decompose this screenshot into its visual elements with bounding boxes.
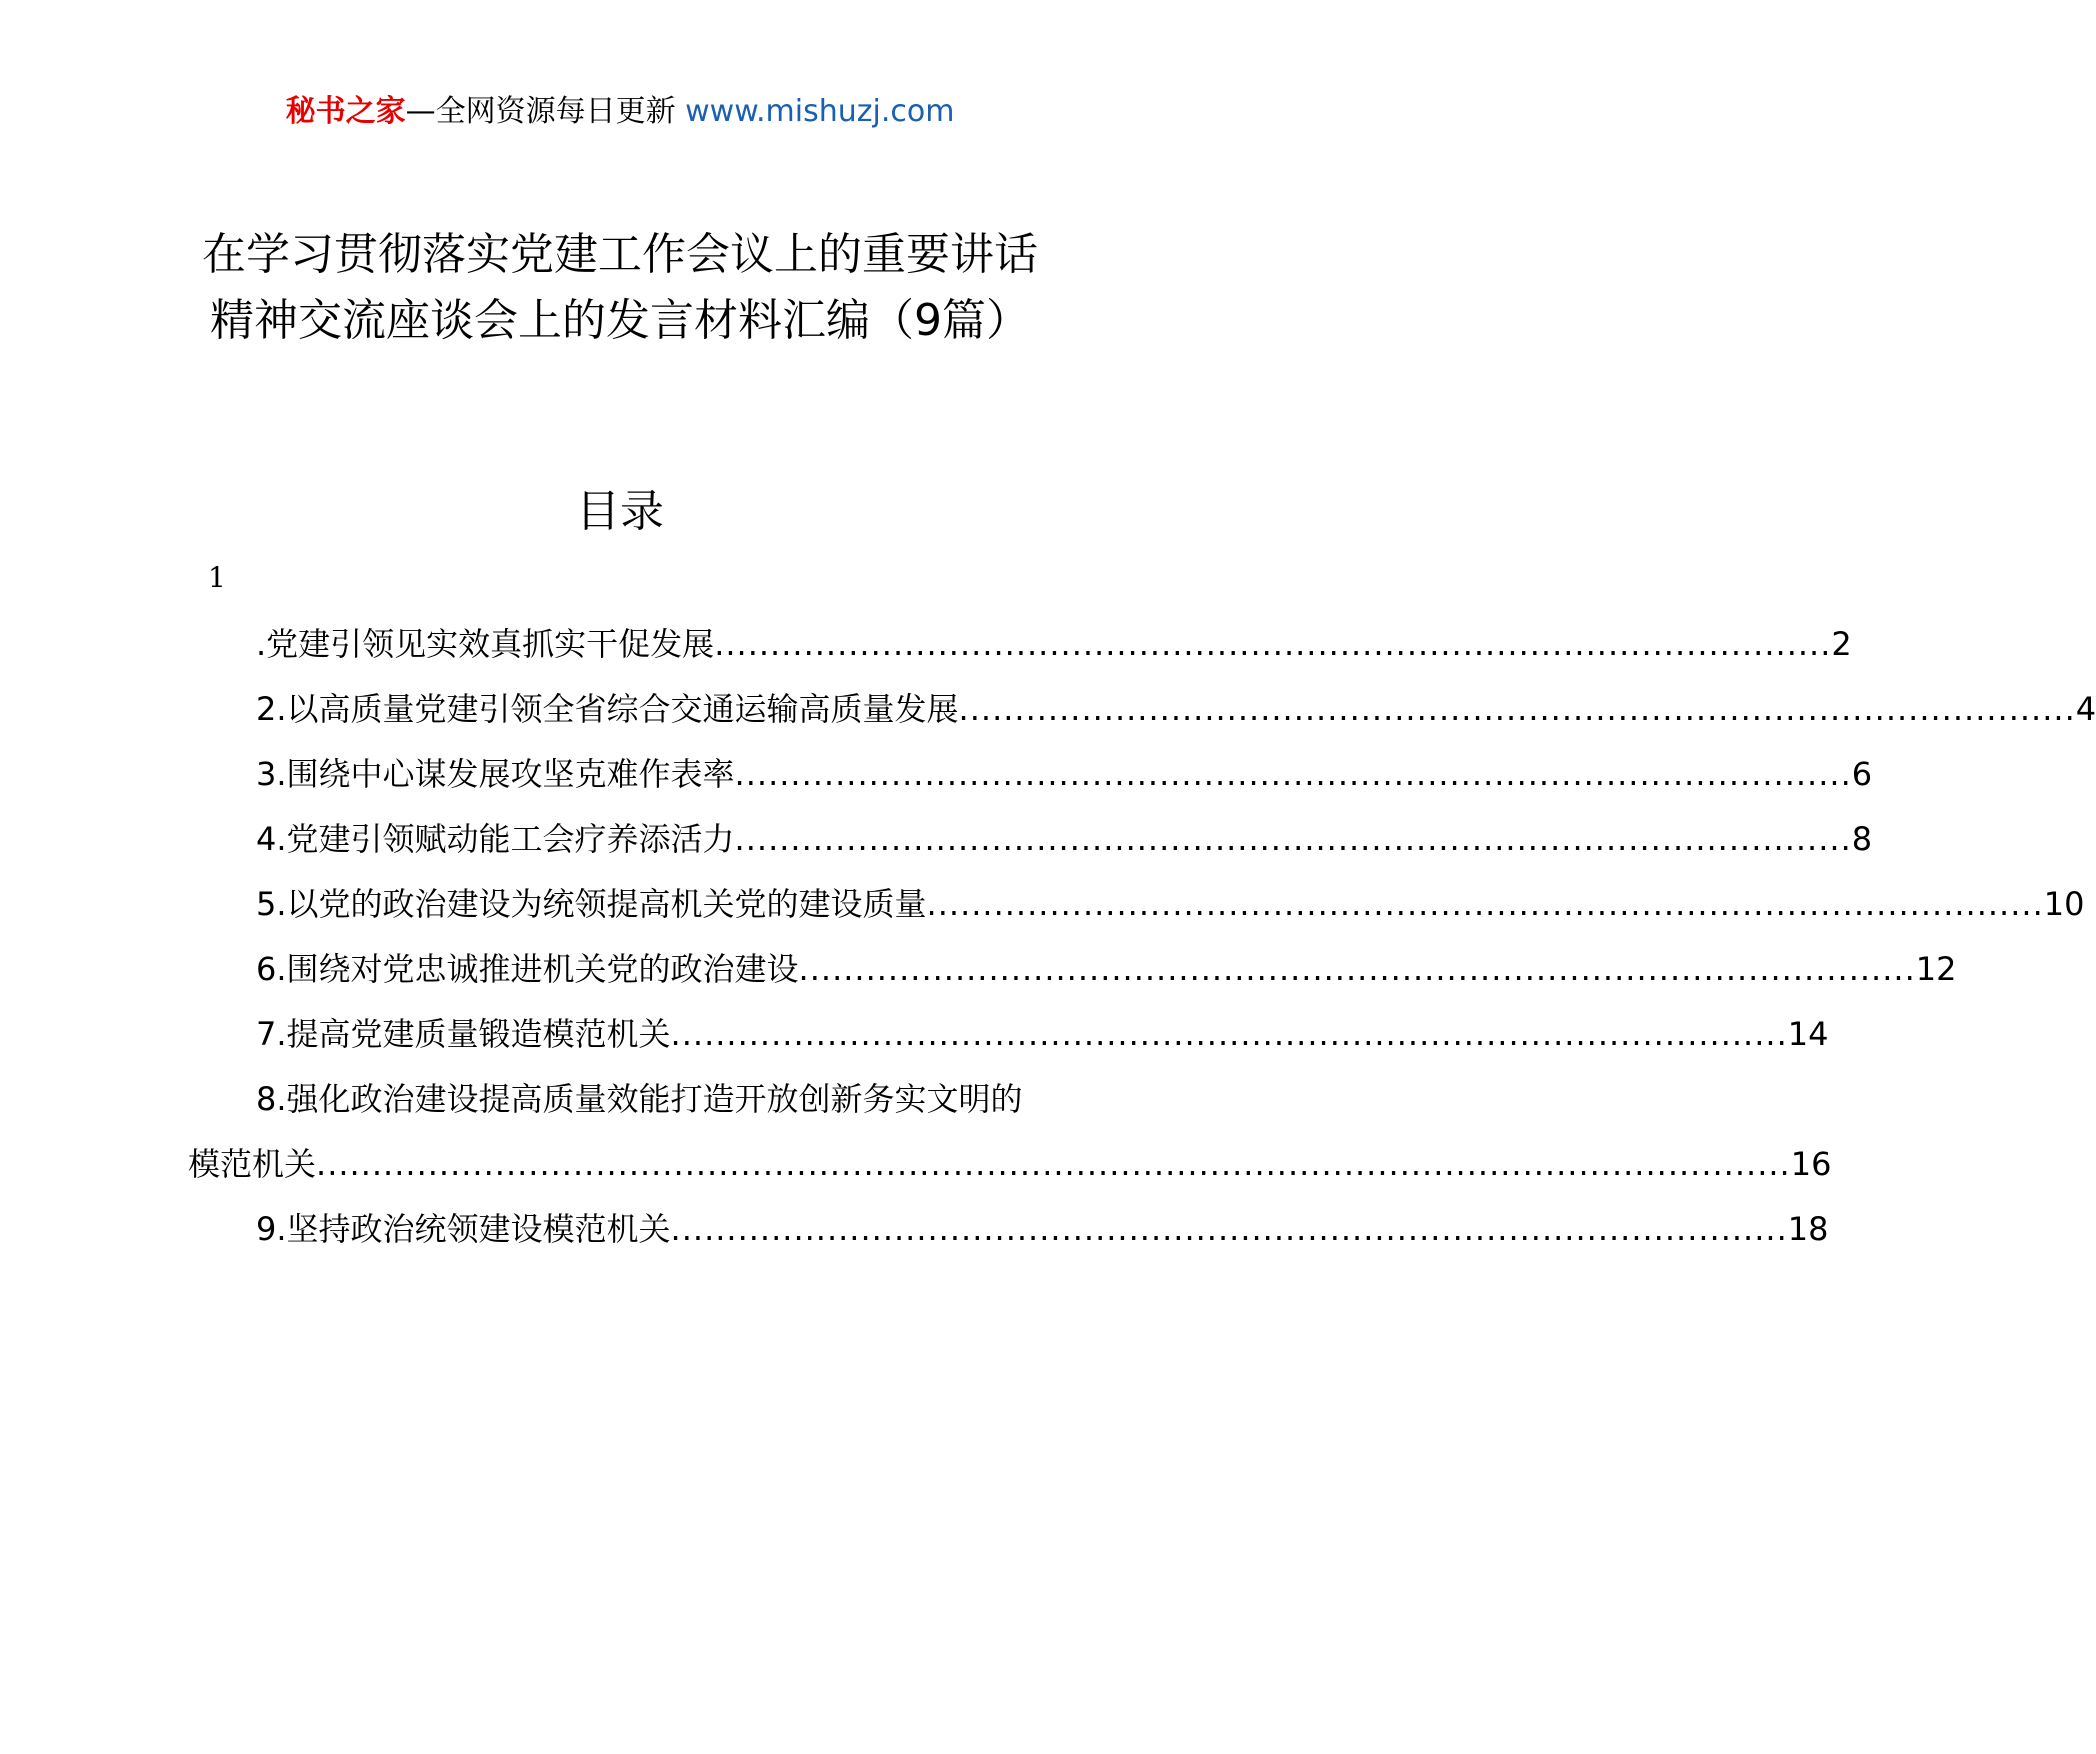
document-title: 在学习贯彻落实党建工作会议上的重要讲话精神交流座谈会上的发言材料汇编（9篇） [202,229,1038,346]
toc-entry-page: 6 [1851,755,1873,793]
toc-entry[interactable] [188,937,1957,1002]
toc-entry[interactable] [188,612,1852,677]
toc-entry[interactable] [188,677,2096,742]
toc-entry-label: 5.以党的政治建设为统领提高机关党的建设质量 [256,885,927,923]
dot-leader: .................................................................................................... [670,1210,1788,1248]
toc-entry[interactable] [188,1067,1832,1197]
toc-entry-label: 9.坚持政治统领建设模范机关 [256,1210,671,1248]
toc-entry-page: 16 [1790,1145,1832,1183]
table-of-contents [188,612,2096,1262]
dot-leader: .................................................................................................................................... [316,1145,1791,1183]
toc-entry-label: 3.围绕中心谋发展攻坚克难作表率 [256,755,735,793]
toc-heading: 目录 [576,486,664,537]
toc-entry-label-continued: 模范机关 [188,1145,317,1183]
dot-leader: .................................................................................................... [926,885,2044,923]
toc-entry-page: 4 [2075,690,2096,728]
site-header [0,92,1240,132]
toc-entry[interactable] [188,742,1873,807]
toc-entry-label: 6.围绕对党忠诚推进机关党的政治建设 [256,950,799,988]
dot-leader: .................................................................................................... [958,690,2076,728]
toc-entry-page: 8 [1851,820,1873,858]
dot-leader: .................................................................................................... [734,755,1852,793]
toc-entry[interactable] [188,1197,1829,1262]
toc-entry-page: 18 [1787,1210,1829,1248]
toc-entry-page: 14 [1787,1015,1829,1053]
site-url-link[interactable]: www.mishuzj.com [685,94,955,129]
toc-entry-label: 8.强化政治建设提高质量效能打造开放创新务实文明的 [256,1080,1023,1118]
brand-name: 秘书之家 [285,94,406,129]
toc-entry-label: .党建引领见实效真抓实干促发展 [256,625,715,663]
dot-leader: .................................................................................................... [670,1015,1788,1053]
toc-entry-label: 2.以高质量党建引领全省综合交通运输高质量发展 [256,690,959,728]
toc-entry-page: 10 [2043,885,2085,923]
toc-entry-label: 7.提高党建质量锻造模范机关 [256,1015,671,1053]
dot-leader: .................................................................................................... [714,625,1832,663]
toc-entry-label: 4.党建引领赋动能工会疗养添活力 [256,820,735,858]
toc-entry-page: 12 [1915,950,1957,988]
tagline: —全网资源每日更新 [405,94,676,129]
page-marker: 1 [208,561,226,594]
toc-entry[interactable] [188,1002,1829,1067]
toc-entry[interactable] [188,807,1873,872]
toc-entry[interactable] [188,872,2085,937]
dot-leader: .................................................................................................... [798,950,1916,988]
toc-entry-page: 2 [1831,625,1852,663]
dot-leader: .................................................................................................... [734,820,1852,858]
